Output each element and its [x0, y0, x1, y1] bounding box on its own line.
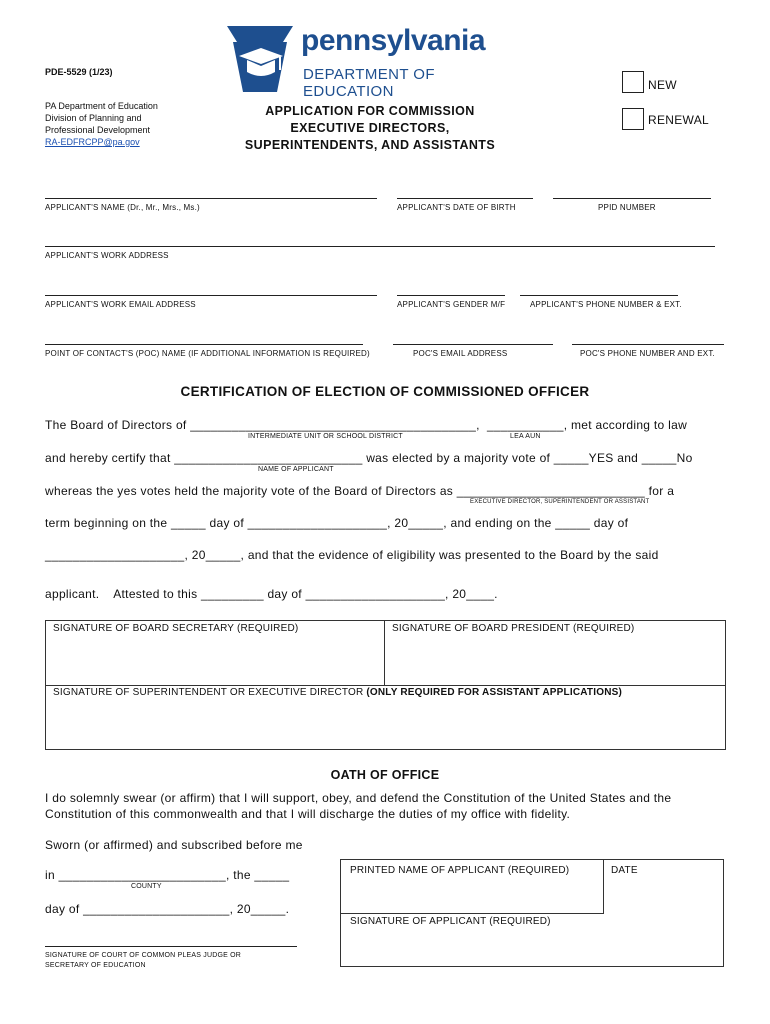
poc-email-field[interactable] [393, 344, 553, 345]
oath-text-2: Constitution of this commonwealth and that I will discharge the duties of my office with fidelity. [45, 807, 571, 821]
president-signature-label: SIGNATURE OF BOARD PRESIDENT (REQUIRED) [392, 623, 635, 634]
department-address [45, 100, 158, 148]
cert-line-1: The Board of Directors of _________________________________________, ___________, met according to law [45, 418, 688, 432]
divider [45, 685, 726, 686]
secretary-signature-label: SIGNATURE OF BOARD SECRETARY (REQUIRED) [53, 623, 299, 634]
cert-line-6: applicant. Attested to this _________ day of ____________________, 20____. [45, 587, 498, 601]
sworn-text: Sworn (or affirmed) and subscribed before me [45, 838, 303, 852]
dept-line: PA Department of Education [45, 101, 158, 111]
keystone-icon [225, 22, 295, 94]
title-line: EXECUTIVE DIRECTORS, [290, 121, 450, 135]
certification-heading: CERTIFICATION OF ELECTION OF COMMISSIONED OFFICER [180, 384, 590, 399]
phone-field[interactable] [520, 295, 678, 296]
dob-label: APPLICANT'S DATE OF BIRTH [397, 203, 516, 212]
county-line: in ________________________, the _____ [45, 868, 290, 882]
applicant-name-field[interactable] [45, 198, 377, 199]
county-sublabel: COUNTY [131, 883, 162, 890]
dept-line: Division of Planning and [45, 113, 142, 123]
logo-subtitle: DEPARTMENT OF EDUCATION [303, 66, 435, 100]
poc-phone-label: POC'S PHONE NUMBER AND EXT. [580, 349, 715, 358]
dob-field[interactable] [397, 198, 533, 199]
printed-name-label: PRINTED NAME OF APPLICANT (REQUIRED) [350, 865, 570, 876]
gender-field[interactable] [397, 295, 505, 296]
oath-text-1: I do solemnly swear (or affirm) that I will support, obey, and defend the Constitution of the United States and the [45, 791, 672, 805]
form-title [220, 103, 520, 154]
aun-sublabel: LEA AUN [510, 433, 541, 440]
applicant-signature-label: SIGNATURE OF APPLICANT (REQUIRED) [350, 916, 551, 927]
cert-line-3: whereas the yes votes held the majority vote of the Board of Directors as ___________________________ for a [45, 484, 675, 498]
renewal-label: RENEWAL [648, 113, 709, 127]
logo-title: pennsylvania [301, 24, 486, 57]
oath-heading: OATH OF OFFICE [330, 768, 440, 782]
judge-signature-field[interactable] [45, 946, 297, 947]
gender-label: APPLICANT'S GENDER M/F [397, 300, 506, 309]
poc-phone-field[interactable] [572, 344, 724, 345]
work-address-label: APPLICANT'S WORK ADDRESS [45, 251, 169, 260]
new-label: NEW [648, 78, 677, 92]
renewal-checkbox[interactable] [622, 108, 644, 130]
divider [340, 913, 603, 914]
cert-line-2: and hereby certify that ___________________________ was elected by a majority vote of _____YES and _____No [45, 451, 693, 465]
cert-line-4: term beginning on the _____ day of ____________________, 20_____, and ending on the _____ day of [45, 516, 629, 530]
ppid-label: PPID NUMBER [598, 203, 656, 212]
work-email-label: APPLICANT'S WORK EMAIL ADDRESS [45, 300, 196, 309]
ppid-field[interactable] [553, 198, 711, 199]
position-sublabel: EXECUTIVE DIRECTOR, SUPERINTENDENT OR ASSISTANT [470, 499, 650, 505]
pde-logo [225, 22, 515, 100]
date-label: DATE [611, 865, 638, 876]
applicant-name-sublabel: NAME OF APPLICANT [258, 466, 334, 473]
day-line: day of _____________________, 20_____. [45, 902, 290, 916]
applicant-name-label: APPLICANT'S NAME (Dr., Mr., Mrs., Ms.) [45, 203, 200, 212]
poc-name-field[interactable] [45, 344, 363, 345]
title-line: SUPERINTENDENTS, AND ASSISTANTS [244, 138, 496, 152]
divider [384, 620, 385, 686]
dept-line: Professional Development [45, 125, 151, 135]
cert-line-5: ____________________, 20_____, and that the evidence of eligibility was presented to the Board by the said [45, 548, 659, 562]
judge-signature-label: SIGNATURE OF COURT OF COMMON PLEAS JUDGE OR SECRETARY OF EDUCATION [45, 952, 242, 969]
email-link[interactable]: RA-EDFRCPP@pa.gov [45, 137, 140, 147]
phone-label: APPLICANT'S PHONE NUMBER & EXT. [530, 300, 682, 309]
new-checkbox[interactable] [622, 71, 644, 93]
form-number: PDE-5529 (1/23) [45, 67, 113, 77]
divider [603, 859, 604, 914]
work-address-field[interactable] [45, 246, 715, 247]
poc-name-label: POINT OF CONTACT'S (POC) NAME (IF ADDITIONAL INFORMATION IS REQUIRED) [45, 349, 370, 358]
title-line: APPLICATION FOR COMMISSION [265, 104, 475, 118]
poc-email-label: POC'S EMAIL ADDRESS [413, 349, 508, 358]
work-email-field[interactable] [45, 295, 377, 296]
superintendent-signature-label: SIGNATURE OF SUPERINTENDENT OR EXECUTIVE DIRECTOR (ONLY REQUIRED FOR ASSISTANT APPLICATIONS) [53, 687, 623, 698]
district-sublabel: INTERMEDIATE UNIT OR SCHOOL DISTRICT [248, 433, 403, 440]
